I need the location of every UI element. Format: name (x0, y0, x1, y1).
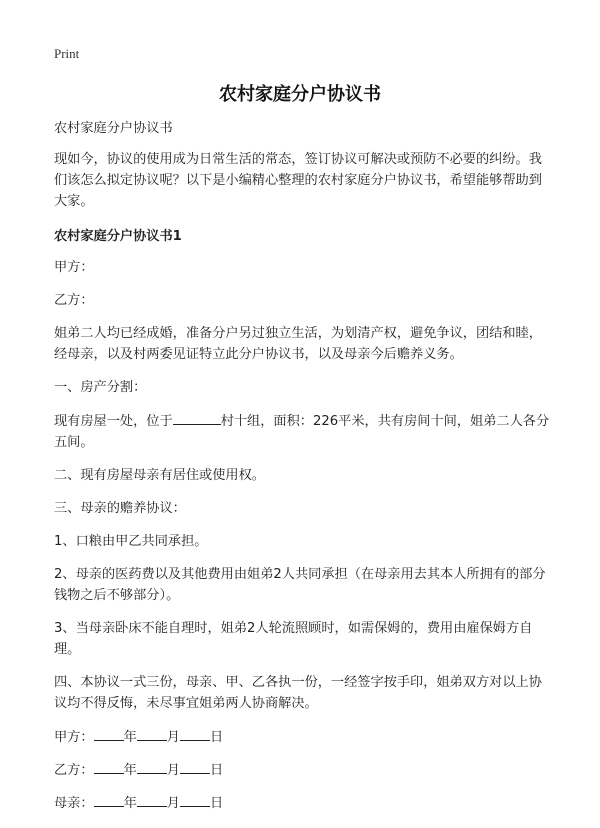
month-blank (137, 726, 167, 741)
day-label: 日 (209, 730, 224, 745)
year-blank (94, 792, 124, 807)
clause3-heading: 三、母亲的赡养协议： (54, 501, 186, 516)
day-blank (180, 792, 210, 807)
clause1-text (54, 410, 554, 453)
clause1-text-after: 村十组，面积：226平米，共有房间十间，姐弟二人各分五间。 (54, 414, 550, 450)
section-title: 农村家庭分户协议书1 (54, 229, 182, 244)
year-label: 年 (123, 763, 137, 778)
day-blank (180, 726, 210, 741)
month-label: 月 (166, 730, 180, 745)
document-subtitle: 农村家庭分户协议书 (54, 121, 173, 136)
party-a-label: 甲方： (54, 260, 94, 275)
year-label: 年 (123, 796, 137, 811)
preamble-paragraph: 姐弟二人均已经成婚，准备分户另过独立生活，为划清产权，避免争议，团结和睦，经母亲，以及村两委见证特立此分户协议书，以及母亲今后赡养义务。 (54, 326, 542, 362)
signature-label: 母亲： (54, 796, 94, 811)
signature-row-party-b (54, 759, 554, 781)
day-label: 日 (209, 796, 224, 811)
location-blank (173, 410, 221, 425)
signature-label: 乙方： (54, 763, 94, 778)
item1-text: 1、口粮由甲乙共同承担。 (54, 534, 208, 549)
day-blank (180, 759, 210, 774)
signature-row-mother (54, 792, 554, 814)
month-blank (137, 759, 167, 774)
signature-label: 甲方： (54, 730, 94, 745)
clause1-text-before: 现有房屋一处，位于 (54, 414, 173, 429)
print-link[interactable]: Print (54, 46, 80, 61)
intro-paragraph: 现如今，协议的使用成为日常生活的常态，签订协议可解决或预防不必要的纠纷。我们该怎么拟定协议呢？以下是小编精心整理的农村家庭分户协议书，希望能够帮助到大家。 (54, 152, 542, 209)
item2-text: 2、母亲的医药费以及其他费用由姐弟2人共同承担（在母亲用去其本人所拥有的部分钱物之后不够部分）。 (54, 567, 546, 603)
month-blank (137, 792, 167, 807)
clause2-text: 二、现有房屋母亲有居住或使用权。 (54, 468, 265, 483)
party-b-label: 乙方： (54, 293, 94, 308)
clause1-heading: 一、房产分割： (54, 380, 147, 395)
day-label: 日 (209, 763, 224, 778)
clause4-text: 四、本协议一式三份，母亲、甲、乙各执一份，一经签字按手印，姐弟双方对以上协议均不得反悔，未尽事宜姐弟两人协商解决。 (54, 675, 542, 711)
document-title: 农村家庭分户协议书 (219, 84, 381, 105)
month-label: 月 (166, 763, 180, 778)
year-blank (94, 759, 124, 774)
item3-text: 3、当母亲卧床不能自理时，姐弟2人轮流照顾时，如需保姆的，费用由雇保姆方自理。 (54, 621, 533, 657)
year-label: 年 (123, 730, 137, 745)
year-blank (94, 726, 124, 741)
month-label: 月 (166, 796, 180, 811)
document-body (54, 118, 554, 825)
signature-row-party-a (54, 726, 554, 748)
